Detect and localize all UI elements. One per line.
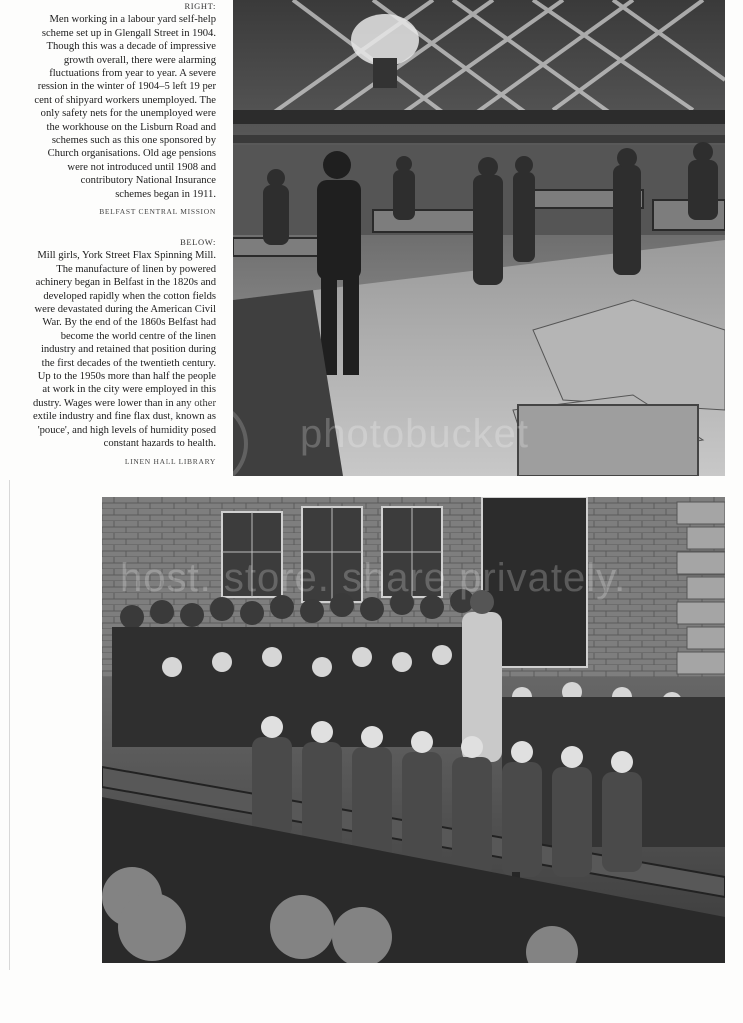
caption-below-line: The manufacture of linen by powered xyxy=(56,263,216,275)
labour-yard-illustration xyxy=(233,0,725,476)
caption-below-line: achinery began in Belfast in the 1820s and xyxy=(35,277,216,289)
caption-below-line: become the world centre of the linen xyxy=(60,330,216,342)
watermark-brand: photobucket xyxy=(300,412,529,456)
caption-below-line: at work in the city were employed in this xyxy=(42,384,216,396)
caption-below-line: Mill girls, York Street Flax Spinning Mill. xyxy=(37,250,216,262)
caption-below-line: developed rapidly when the cotton fields xyxy=(43,290,216,302)
caption-right-line: ression in the winter of 1904–5 left 19 per xyxy=(37,81,216,93)
watermark-logo-ring xyxy=(160,400,248,488)
caption-below-line: dustry. Wages were lower than in any other xyxy=(32,397,216,409)
caption-right-line: were not introduced until 1908 and xyxy=(67,161,216,173)
caption-right-line: Though this was a decade of impressive xyxy=(46,41,216,53)
caption-below-line: the first decades of the twentieth century. xyxy=(41,357,216,369)
caption-right-line: schemes such as this one sponsored by xyxy=(51,135,216,147)
caption-right-line: contributory National Insurance xyxy=(80,175,216,187)
page-fold-line xyxy=(9,480,10,970)
caption-right-line: growth overall, there were alarming xyxy=(63,54,216,66)
caption-below-line: Up to the 1950s more than half the people xyxy=(37,371,216,383)
labour-yard-photo xyxy=(233,0,725,476)
caption-right xyxy=(6,0,216,219)
caption-below-line: extile industry and fine flax dust, known as xyxy=(32,411,216,423)
caption-below-credit: LINEN HALL LIBRARY xyxy=(124,456,216,466)
caption-right-line: the workhouse on the Lisburn Road and xyxy=(46,121,216,133)
caption-right-credit: BELFAST CENTRAL MISSION xyxy=(99,207,216,217)
caption-below-line: War. By the end of the 1860s Belfast had xyxy=(42,317,216,329)
caption-right-line: fluctuations from year to year. A severe xyxy=(49,68,216,80)
caption-below-heading: BELOW: xyxy=(180,237,216,247)
caption-below-line: constant hazards to health. xyxy=(103,438,216,450)
caption-below-line: were devastated during the American Civil xyxy=(34,304,216,316)
caption-right-line: Men working in a labour yard self-help xyxy=(49,14,216,26)
caption-right-line: cent of shipyard workers unemployed. The xyxy=(34,94,216,106)
caption-right-heading: RIGHT: xyxy=(184,1,216,11)
caption-below-line: industry and retained that position during xyxy=(40,344,216,356)
caption-right-line: schemes began in 1911. xyxy=(115,188,216,200)
watermark-tagline: host. store. share privately. xyxy=(120,556,627,600)
caption-below-line: 'pouce', and high levels of humidity posed xyxy=(37,424,216,436)
caption-right-line: only safety nets for the unemployed were xyxy=(40,108,216,120)
caption-right-line: scheme set up in Glengall Street in 1904. xyxy=(41,27,216,39)
caption-right-line: Church organisations. Old age pensions xyxy=(47,148,216,160)
